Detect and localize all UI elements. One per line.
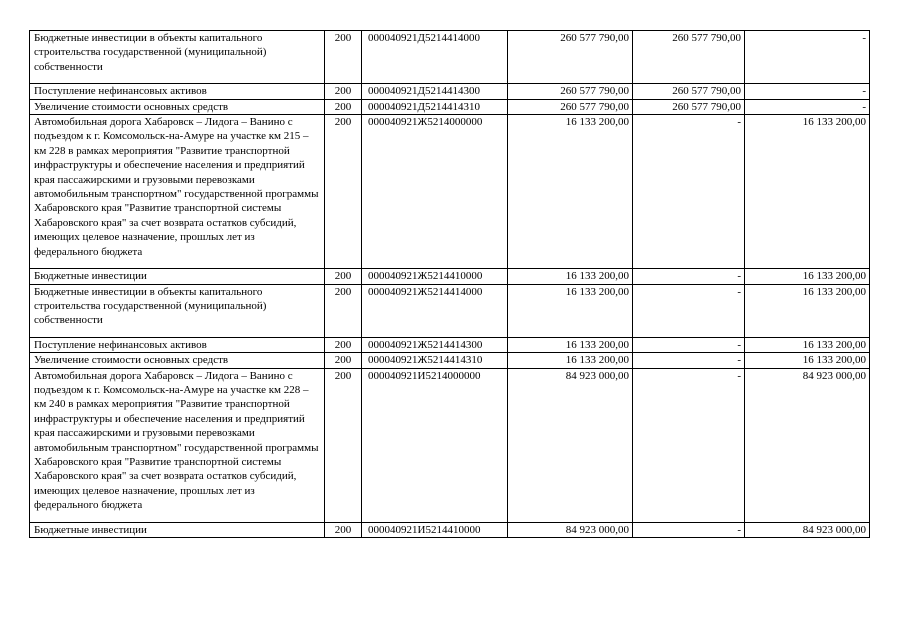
row-remaining: -	[745, 99, 870, 114]
row-code: 200	[325, 99, 362, 114]
row-executed: -	[633, 284, 745, 337]
row-executed: -	[633, 522, 745, 537]
row-approved: 16 133 200,00	[508, 337, 633, 352]
table-row	[30, 353, 870, 368]
row-name: Автомобильная дорога Хабаровск – Лидога – Ванино с подъездом к г. Комсомольск-на-Амуре на участке км 215 – км 228 в рамках мероприятия "Развитие транспортной инфраструктуры и обеспечение населения и предприятий края пассажирскими и грузовыми перевозками автомобильным транспортном" государственной программы Хабаровского края "Развитие транспортной системы Хабаровского края" за счет возврата остатков субсидий, имеющих целевое назначение, прошлых лет из федерального бюджета	[30, 115, 325, 269]
row-remaining: 84 923 000,00	[745, 522, 870, 537]
row-approved: 16 133 200,00	[508, 353, 633, 368]
table-row	[30, 337, 870, 352]
row-executed: -	[633, 337, 745, 352]
row-name: Поступление нефинансовых активов	[30, 337, 325, 352]
row-kbk: 000040921Д5214414300	[362, 84, 508, 99]
row-executed: 260 577 790,00	[633, 84, 745, 99]
row-name: Бюджетные инвестиции в объекты капитального строительства государственной (муниципальной) собственности	[30, 31, 325, 84]
row-kbk: 000040921Д5214414000	[362, 31, 508, 84]
row-approved: 260 577 790,00	[508, 99, 633, 114]
row-executed: -	[633, 368, 745, 522]
row-approved: 16 133 200,00	[508, 269, 633, 284]
row-remaining: 16 133 200,00	[745, 284, 870, 337]
row-name: Бюджетные инвестиции	[30, 522, 325, 537]
table-row	[30, 99, 870, 114]
row-approved: 16 133 200,00	[508, 284, 633, 337]
row-code: 200	[325, 522, 362, 537]
row-approved: 260 577 790,00	[508, 31, 633, 84]
table-row	[30, 269, 870, 284]
table-row	[30, 368, 870, 522]
row-code: 200	[325, 284, 362, 337]
row-kbk: 000040921Ж5214414300	[362, 337, 508, 352]
row-remaining: 16 133 200,00	[745, 353, 870, 368]
row-approved: 16 133 200,00	[508, 115, 633, 269]
row-name: Автомобильная дорога Хабаровск – Лидога – Ванино с подъездом к г. Комсомольск-на-Амуре на участке км 228 – км 240 в рамках мероприятия "Развитие транспортной инфраструктуры и обеспечение населения и предприятий края пассажирскими и грузовыми перевозками автомобильным транспортном" государственной программы Хабаровского края "Развитие транспортной системы Хабаровского края" за счет возврата остатков субсидий, имеющих целевое назначение, прошлых лет из федерального бюджета	[30, 368, 325, 522]
row-executed: 260 577 790,00	[633, 99, 745, 114]
row-code: 200	[325, 84, 362, 99]
row-executed: -	[633, 269, 745, 284]
table-row	[30, 31, 870, 84]
row-remaining: 16 133 200,00	[745, 269, 870, 284]
row-approved: 260 577 790,00	[508, 84, 633, 99]
row-kbk: 000040921И5214000000	[362, 368, 508, 522]
row-approved: 84 923 000,00	[508, 522, 633, 537]
row-kbk: 000040921Ж5214000000	[362, 115, 508, 269]
row-name: Увеличение стоимости основных средств	[30, 99, 325, 114]
table-row	[30, 115, 870, 269]
row-kbk: 000040921И5214410000	[362, 522, 508, 537]
row-remaining: -	[745, 31, 870, 84]
row-name: Бюджетные инвестиции в объекты капитального строительства государственной (муниципальной) собственности	[30, 284, 325, 337]
row-code: 200	[325, 337, 362, 352]
row-executed: -	[633, 115, 745, 269]
row-name: Поступление нефинансовых активов	[30, 84, 325, 99]
row-name: Увеличение стоимости основных средств	[30, 353, 325, 368]
row-executed: 260 577 790,00	[633, 31, 745, 84]
row-remaining: 16 133 200,00	[745, 115, 870, 269]
row-code: 200	[325, 353, 362, 368]
row-remaining: 16 133 200,00	[745, 337, 870, 352]
row-kbk: 000040921Ж5214414000	[362, 284, 508, 337]
row-kbk: 000040921Д5214414310	[362, 99, 508, 114]
row-code: 200	[325, 269, 362, 284]
row-kbk: 000040921Ж5214414310	[362, 353, 508, 368]
table-row	[30, 84, 870, 99]
row-name: Бюджетные инвестиции	[30, 269, 325, 284]
row-approved: 84 923 000,00	[508, 368, 633, 522]
row-remaining: 84 923 000,00	[745, 368, 870, 522]
row-code: 200	[325, 31, 362, 84]
row-remaining: -	[745, 84, 870, 99]
row-code: 200	[325, 115, 362, 269]
budget-table	[29, 30, 870, 538]
row-code: 200	[325, 368, 362, 522]
table-row	[30, 522, 870, 537]
row-kbk: 000040921Ж5214410000	[362, 269, 508, 284]
table-row	[30, 284, 870, 337]
row-executed: -	[633, 353, 745, 368]
